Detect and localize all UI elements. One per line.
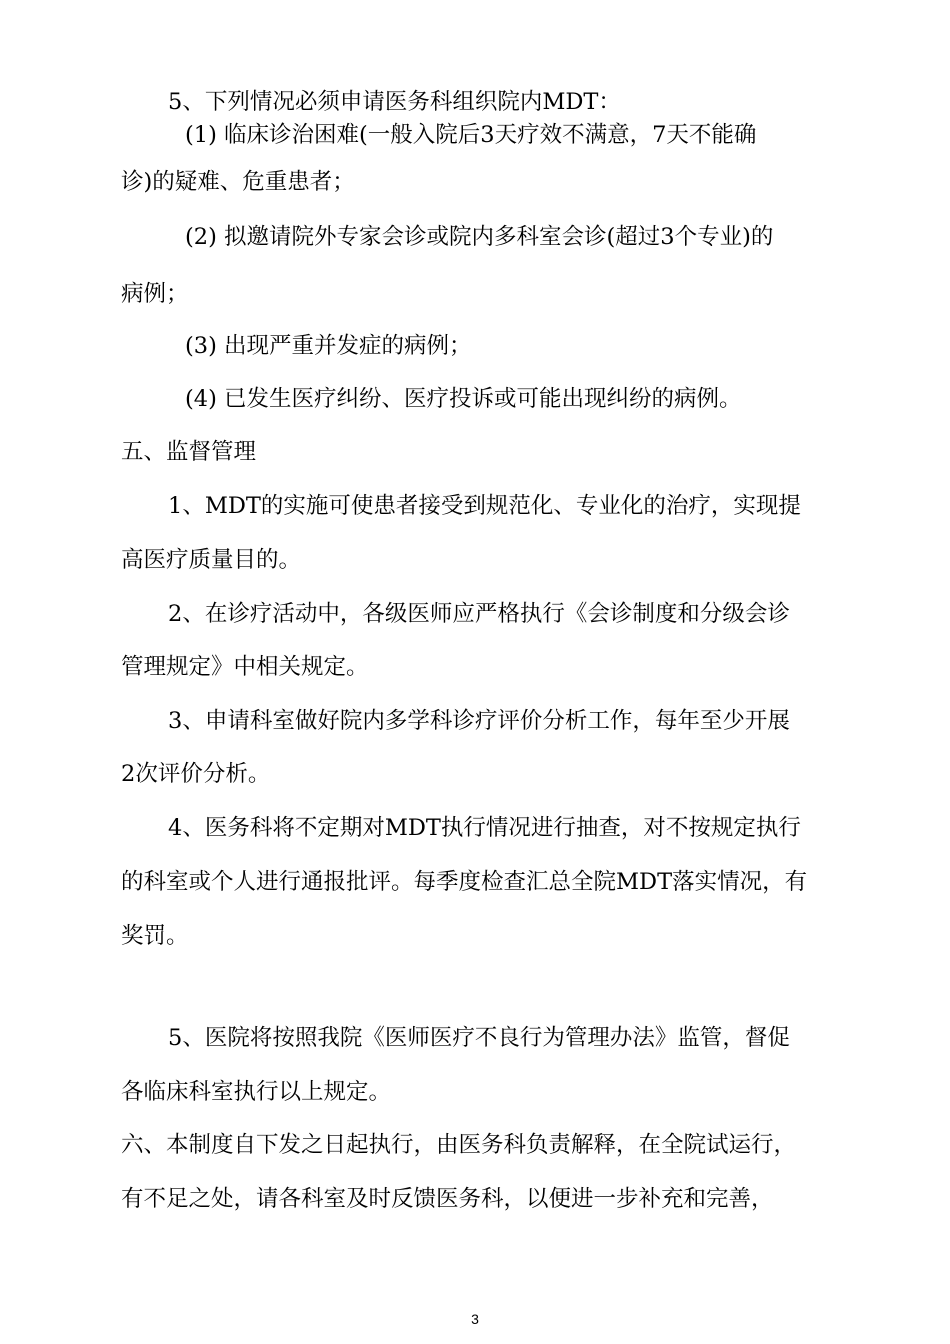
section-5-heading: 五、监督管理 xyxy=(121,439,257,465)
supervision-5-line-2: 各临床科室执行以上规定。 xyxy=(121,1079,392,1105)
supervision-4-line-1: 4、医务科将不定期对MDT执行情况进行抽查，对不按规定执行 xyxy=(168,815,801,841)
item-2-line-1: (2) 拟邀请院外专家会诊或院内多科室会诊(超过3个专业)的 xyxy=(185,224,774,250)
supervision-4-line-3: 奖罚。 xyxy=(121,923,189,949)
item-1-line-1: (1) 临床诊治困难(一般入院后3天疗效不满意，7天不能确 xyxy=(185,122,757,148)
supervision-2-line-1: 2、在诊疗活动中，各级医师应严格执行《会诊制度和分级会诊 xyxy=(168,601,790,627)
supervision-3-line-2: 2次评价分析。 xyxy=(121,761,271,787)
supervision-3-line-1: 3、申请科室做好院内多学科诊疗评价分析工作，每年至少开展 xyxy=(168,708,790,734)
item-3-line: (3) 出现严重并发症的病例； xyxy=(185,333,472,359)
supervision-1-line-2: 高医疗质量目的。 xyxy=(121,547,302,573)
supervision-5-line-1: 5、医院将按照我院《医师医疗不良行为管理办法》监管，督促 xyxy=(168,1025,790,1051)
section-6-line-2: 有不足之处，请各科室及时反馈医务科，以便进一步补充和完善， xyxy=(121,1186,774,1212)
item-5-heading: 5、下列情况必须申请医务科组织院内MDT： xyxy=(168,89,621,115)
item-2-line-2: 病例； xyxy=(121,281,189,307)
page-number: 3 xyxy=(471,1311,479,1327)
supervision-2-line-2: 管理规定》中相关规定。 xyxy=(121,654,369,680)
section-6-line-1: 六、本制度自下发之日起执行，由医务科负责解释，在全院试运行， xyxy=(121,1132,797,1158)
supervision-1-line-1: 1、MDT的实施可使患者接受到规范化、专业化的治疗，实现提 xyxy=(168,493,801,519)
supervision-4-line-2: 的科室或个人进行通报批评。每季度检查汇总全院MDT落实情况，有 xyxy=(121,869,808,895)
item-1-line-2: 诊)的疑难、危重患者； xyxy=(121,169,355,195)
item-4-line: (4) 已发生医疗纠纷、医疗投诉或可能出现纠纷的病例。 xyxy=(185,386,742,412)
